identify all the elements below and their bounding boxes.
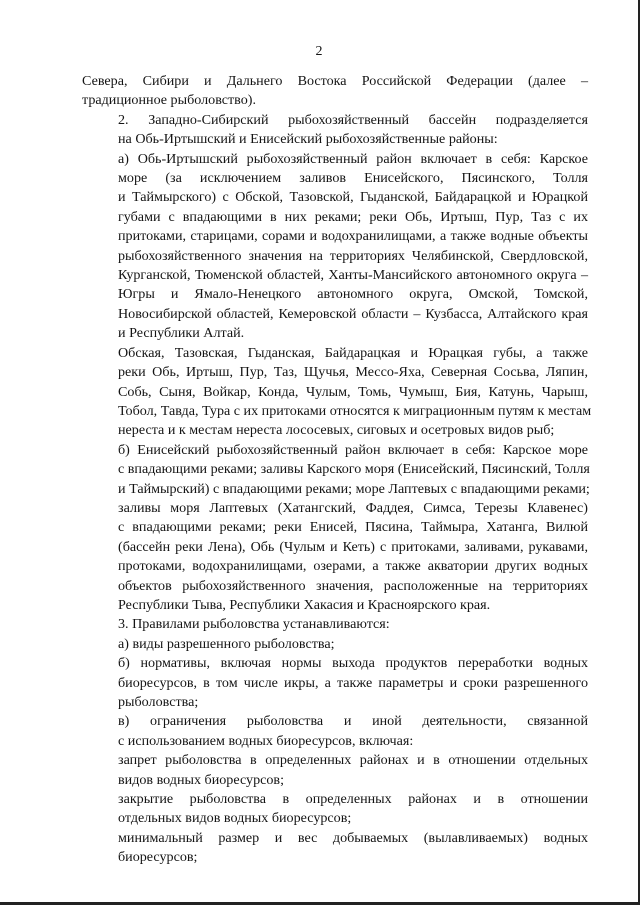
- paragraph: [82, 150, 588, 344]
- paragraph: [82, 635, 588, 654]
- text-line: объектов рыбохозяйственного значения, расположенные на территориях: [118, 577, 588, 594]
- text-line: а) виды разрешенного рыболовства;: [118, 635, 335, 652]
- text-line: видов водных биоресурсов;: [118, 771, 284, 788]
- text-line: заливы моря Лаптевых (Хатангский, Фаддея, Симса, Терезы Клавенес): [118, 499, 588, 516]
- text-line: и Таймырский) с впадающими реками; море Лаптевых с впадающими реками;: [118, 480, 590, 497]
- text-line: традиционное рыболовство).: [82, 92, 256, 109]
- text-line: б) Енисейский рыбохозяйственный район включает в себя: Карское море: [118, 441, 588, 458]
- paragraph: [82, 72, 588, 111]
- text-line: протоками, водохранилищами, озерами, а также акватории других водных: [118, 558, 588, 575]
- text-line: нереста и к местам нереста лососевых, сиговых и осетровых видов рыб;: [118, 422, 555, 439]
- paragraph: [82, 712, 588, 751]
- text-line: рыбохозяйственного значения на территориях Челябинской, Свердловской,: [118, 247, 588, 264]
- text-line: на Обь-Иртышский и Енисейский рыбохозяйственные районы:: [118, 131, 498, 148]
- text-line: биоресурсов, в том числе икры, а также параметры и сроки разрешенного: [118, 674, 588, 691]
- text-line: минимальный размер и вес добываемых (вылавливаемых) водных: [118, 829, 588, 846]
- text-line: реки Обь, Иртыш, Пур, Таз, Щучья, Мессо-Яха, Северная Сосьва, Ляпин,: [118, 364, 588, 381]
- paragraph: [82, 790, 588, 829]
- text-line: отдельных видов водных биоресурсов;: [118, 810, 352, 827]
- text-line: Югры и Ямало-Ненецкого автономного округа, Омской, Томской,: [118, 286, 588, 303]
- text-line: с впадающими реками; реки Енисей, Пясина, Таймыра, Хатанга, Вилюй: [118, 519, 588, 536]
- text-line: с впадающими реками; заливы Карского моря (Енисейский, Пясинский, Толля: [118, 461, 590, 478]
- text-line: а) Обь-Иртышский рыбохозяйственный район включает в себя: Карское: [118, 150, 588, 167]
- document-body: [82, 72, 592, 868]
- text-line: Республики Тыва, Республики Хакасия и Красноярского края.: [118, 596, 491, 613]
- text-line: б) нормативы, включая нормы выхода продуктов переработки водных: [118, 655, 588, 672]
- text-line: Обская, Тазовская, Гыданская, Байдарацкая и Юрацкая губы, а также: [118, 344, 588, 361]
- paragraph: [82, 441, 588, 616]
- text-line: Собь, Сыня, Войкар, Конда, Чулым, Томь, Чумыш, Бия, Катунь, Чарыш,: [118, 383, 588, 400]
- text-line: (бассейн реки Лена), Обь (Чулым и Кеть) с притоками, заливами, рукавами,: [118, 538, 588, 555]
- text-line: Тобол, Тавда, Тура с их притоками относятся к миграционным путям к местам: [118, 402, 592, 419]
- text-line: море (за исключением заливов Енисейского, Пясинского, Толля: [118, 170, 588, 187]
- text-line: Новосибирской областей, Кемеровской области – Кузбасса, Алтайского края: [118, 305, 588, 322]
- text-line: 2. Западно-Сибирский рыбохозяйственный бассейн подразделяется: [118, 111, 588, 128]
- paragraph: [82, 654, 588, 712]
- text-line: в) ограничения рыболовства и иной деятельности, связанной: [118, 713, 588, 730]
- text-line: рыболовства;: [118, 694, 199, 710]
- text-line: биоресурсов;: [118, 849, 198, 866]
- page-number: 2: [315, 44, 323, 59]
- text-line: и Республики Алтай.: [118, 325, 245, 342]
- text-line: Севера, Сибири и Дальнего Востока Российской Федерации (далее –: [82, 73, 588, 89]
- paragraph: [82, 829, 588, 868]
- paragraph: [82, 751, 588, 790]
- paragraph: [82, 615, 588, 634]
- text-line: запрет рыболовства в определенных районах и в отношении отдельных: [118, 752, 588, 769]
- text-line: Курганской, Тюменской областей, Ханты-Мансийского автономного округа –: [118, 267, 588, 284]
- paragraph: [82, 344, 592, 441]
- text-line: 3. Правилами рыболовства устанавливаются:: [118, 616, 390, 633]
- text-line: притоками, старицами, сорами и водохранилищами, а также водные объекты: [118, 228, 588, 245]
- text-line: губами с впадающими в них реками; реки Обь, Иртыш, Пур, Таз с их: [118, 208, 588, 225]
- paragraph: [82, 111, 588, 150]
- text-line: с использованием водных биоресурсов, включая:: [118, 732, 414, 749]
- text-line: закрытие рыболовства в определенных районах и в отношении: [118, 791, 588, 808]
- text-line: и Таймырского) с Обской, Тазовской, Гыданской, Байдарацкой и Юрацкой: [118, 189, 588, 206]
